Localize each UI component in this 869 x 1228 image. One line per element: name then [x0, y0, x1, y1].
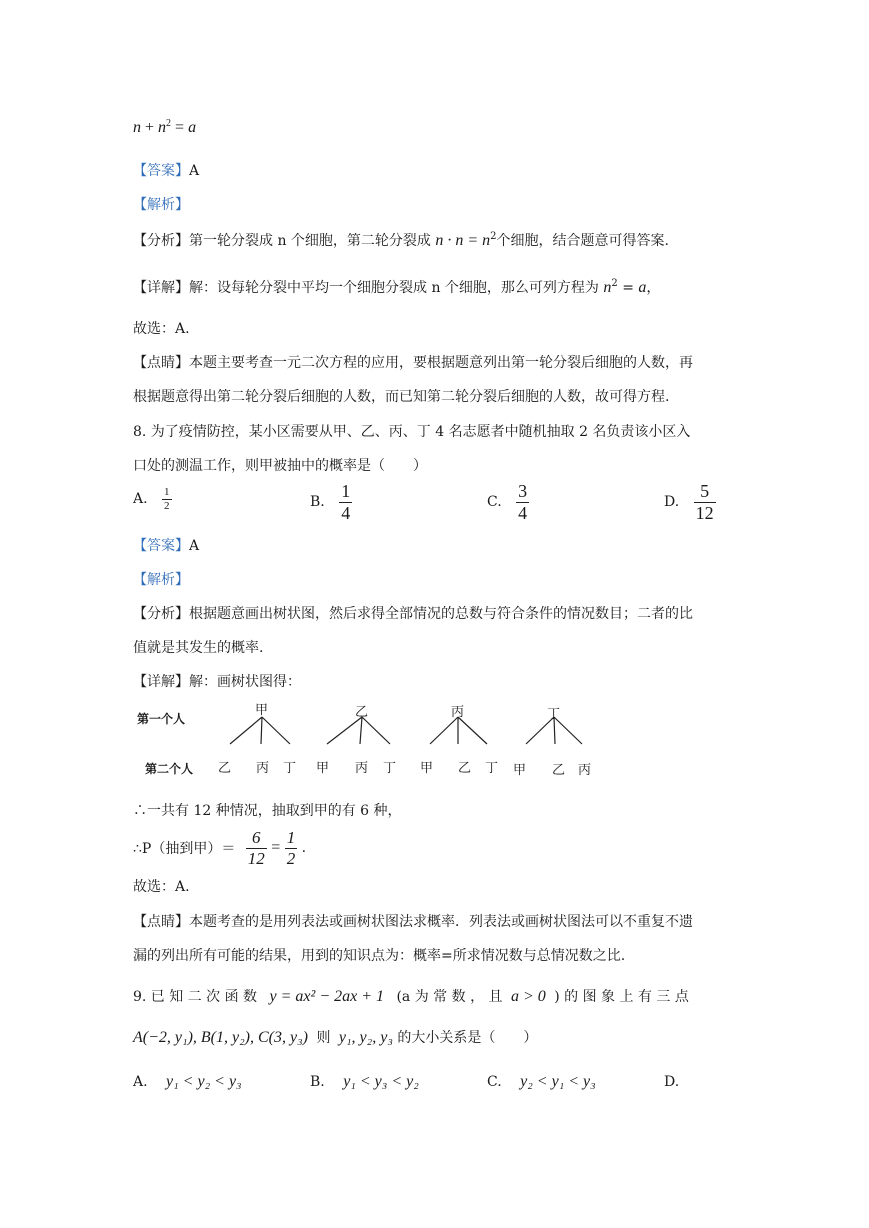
eq-a: a [188, 119, 197, 136]
q8-dianjing-1 [133, 911, 693, 931]
dianjing-tag: 【点睛】 [133, 914, 189, 930]
tree-leaf: 乙 [218, 761, 232, 776]
fraction-denominator: 12 [695, 502, 714, 523]
option-expression: y₂ < y₁ < y₃ [520, 1073, 596, 1090]
dianjing-text-1: 本题主要考查一元二次方程的应用，要根据题意列出第一轮分裂后细胞的人数，再 [189, 355, 693, 371]
prob-end: . [301, 840, 307, 857]
fenxi-math: n · n = n [435, 232, 491, 249]
fraction-numerator: 1 [341, 481, 351, 501]
q8-option-c [487, 481, 529, 523]
tree-leaf: 甲 [420, 761, 434, 776]
fenxi-text-b: 个细胞，结合题意可得答案. [496, 233, 669, 249]
q8-stem-1: 8. 为了疫情防控，某小区需要从甲、乙、丙、丁 4 名志愿者中随机抽取 2 名负责该小区入 [133, 424, 691, 440]
eq-exp: 2 [166, 118, 172, 129]
xiangjie-text: 解：设每轮分裂中平均一个细胞分裂成 n 个细胞，那么可列方程为 [189, 280, 599, 296]
q7-analysis-tag: 【解析】 [133, 197, 189, 213]
prob-fraction-2 [285, 828, 298, 868]
fraction-denominator: 12 [247, 848, 265, 868]
tree-root-4: 丁 [547, 707, 561, 722]
option-label: C. [487, 1074, 502, 1090]
q9-function: y = ax² − 2ax + 1 [269, 988, 385, 1005]
q8-fenxi-2: 值就是其发生的概率. [133, 640, 264, 656]
xiangjie-end: ， [646, 280, 661, 296]
answer-tag: 【答案】 [133, 538, 189, 554]
prob-equals: = [271, 839, 281, 857]
fenxi-tag: 【分析】 [133, 233, 189, 249]
option-label: D. [664, 494, 680, 511]
tree-leaf: 丁 [283, 761, 297, 776]
q8-probability [133, 828, 306, 868]
q8-option-d [664, 481, 716, 523]
dianjing-tag: 【点睛】 [133, 355, 189, 371]
q7-xiangjie [133, 277, 660, 297]
prob-prefix: ∴P（抽到甲）＝ [133, 841, 236, 858]
fenxi-text-1: 根据题意画出树状图，然后求得全部情况的总数与符合条件的情况数目；二者的比 [189, 606, 693, 622]
fraction-numerator: 1 [286, 828, 296, 847]
fenxi-text-a: 第一轮分裂成 n 个细胞，第二轮分裂成 [189, 233, 431, 249]
tree-root-3: 丙 [451, 705, 465, 720]
q8-option-b [310, 481, 352, 523]
fenxi-tag: 【分析】 [133, 606, 189, 622]
fraction-numerator: 6 [246, 828, 267, 849]
tree-leaf: 丙 [256, 761, 270, 776]
eq-plus: + [145, 119, 155, 136]
fraction-numerator: 5 [694, 481, 716, 503]
q9-option-b [310, 1073, 419, 1091]
answer-tag: 【答案】 [133, 163, 189, 179]
xiangjie-text: 解：画树状图得： [189, 674, 301, 690]
tree-leaf: 乙 [552, 763, 566, 778]
tree-leaf: 丁 [485, 761, 499, 776]
q8-option-a [133, 486, 172, 512]
q9-stem-text-b: (a 为 常 数 ， 且 [396, 989, 503, 1005]
option-label: A. [133, 1074, 148, 1090]
fraction-numerator: 1 [164, 486, 170, 498]
equation-top [133, 118, 196, 137]
option-fraction [694, 481, 716, 523]
option-fraction [516, 481, 529, 523]
xiangjie-tag: 【详解】 [133, 674, 189, 690]
q8-stem-2: 口处的测温工作，则甲被抽中的概率是（ ） [133, 458, 427, 474]
option-fraction [339, 481, 352, 523]
q8-analysis-tag: 【解析】 [133, 572, 189, 588]
q8-choose: 故选：A. [133, 879, 190, 895]
tree-leaf: 丙 [355, 761, 369, 776]
option-label: B. [310, 1074, 325, 1090]
eq-n: n [133, 119, 141, 136]
q9-points: A(−2, y₁), B(1, y₂), C(3, y₃) [133, 1029, 308, 1046]
q7-choose: 故选：A. [133, 321, 190, 337]
fenxi-exp: 2 [490, 231, 497, 242]
q7-answer [133, 160, 199, 180]
xiangjie-eq: = [617, 280, 639, 296]
answer-value: A [189, 163, 200, 179]
prob-fraction-1 [246, 828, 267, 868]
q9-stem-2 [133, 1027, 537, 1047]
q8-fenxi-1 [133, 603, 693, 623]
option-fraction [162, 486, 172, 512]
option-label: B. [310, 494, 325, 511]
q7-fenxi [133, 230, 669, 250]
tree-leaf: 丁 [383, 761, 397, 776]
eq-n2: n [158, 119, 167, 136]
q8-total: ∴一共有 12 种情况，抽取到甲的有 6 种， [133, 803, 402, 819]
option-label: A. [133, 491, 148, 508]
tree-root-1: 甲 [255, 703, 269, 718]
tree-leaf: 乙 [458, 761, 472, 776]
tree-level2-label: 第二个人 [145, 762, 194, 776]
fraction-denominator: 4 [341, 502, 351, 523]
answer-value: A [189, 538, 200, 554]
option-expression: y₁ < y₂ < y₃ [166, 1073, 242, 1090]
fraction-denominator: 2 [286, 848, 296, 868]
q9-stem-text-d: 的大小关系是（ ） [397, 1030, 538, 1046]
tree-leaf: 甲 [513, 763, 527, 778]
xiangjie-a: a [638, 279, 647, 296]
q9-option-a [133, 1073, 242, 1091]
dianjing-text-1: 本题考查的是用列表法或画树状图法求概率．列表法或画树状图法可以不重复不遗 [189, 914, 693, 930]
fraction-numerator: 3 [518, 481, 528, 501]
option-label: D. [664, 1074, 680, 1090]
xiangjie-exp: 2 [611, 278, 618, 289]
q7-dianjing-2: 根据题意得出第二轮分裂后细胞的人数，而已知第二轮分裂后细胞的人数，故可得方程. [133, 389, 670, 405]
eq-equals: = [175, 119, 185, 136]
q8-xiangjie [133, 671, 301, 691]
q7-dianjing-1 [133, 352, 693, 372]
tree-leaf: 甲 [316, 761, 330, 776]
fraction-denominator: 2 [164, 499, 170, 512]
q9-stem-text-c: ) 的 图 象 上 有 三 点 [554, 989, 689, 1005]
q9-vars: y₁, y₂, y₃ [338, 1029, 393, 1046]
tree-level1-label: 第一个人 [137, 712, 186, 726]
q8-dianjing-2: 漏的列出所有可能的结果，用到的知识点为：概率=所求情况数与总情况数之比. [133, 948, 626, 964]
tree-leaf: 丙 [578, 763, 592, 778]
q9-stem-then: 则 [316, 1030, 331, 1046]
option-expression: y₁ < y₃ < y₂ [343, 1073, 419, 1090]
tree-root-2: 乙 [355, 705, 369, 720]
xiangjie-tag: 【详解】 [133, 280, 189, 296]
fraction-denominator: 4 [518, 502, 528, 523]
q8-answer [133, 535, 199, 555]
q9-option-d [664, 1073, 693, 1091]
option-label: C. [487, 494, 502, 511]
xiangjie-n: n [603, 279, 612, 296]
q9-option-c [487, 1073, 596, 1091]
q9-stem-1 [133, 986, 689, 1006]
q9-condition: a > 0 [510, 988, 546, 1005]
q9-stem-text-a: 9. 已 知 二 次 函 数 [133, 989, 258, 1005]
